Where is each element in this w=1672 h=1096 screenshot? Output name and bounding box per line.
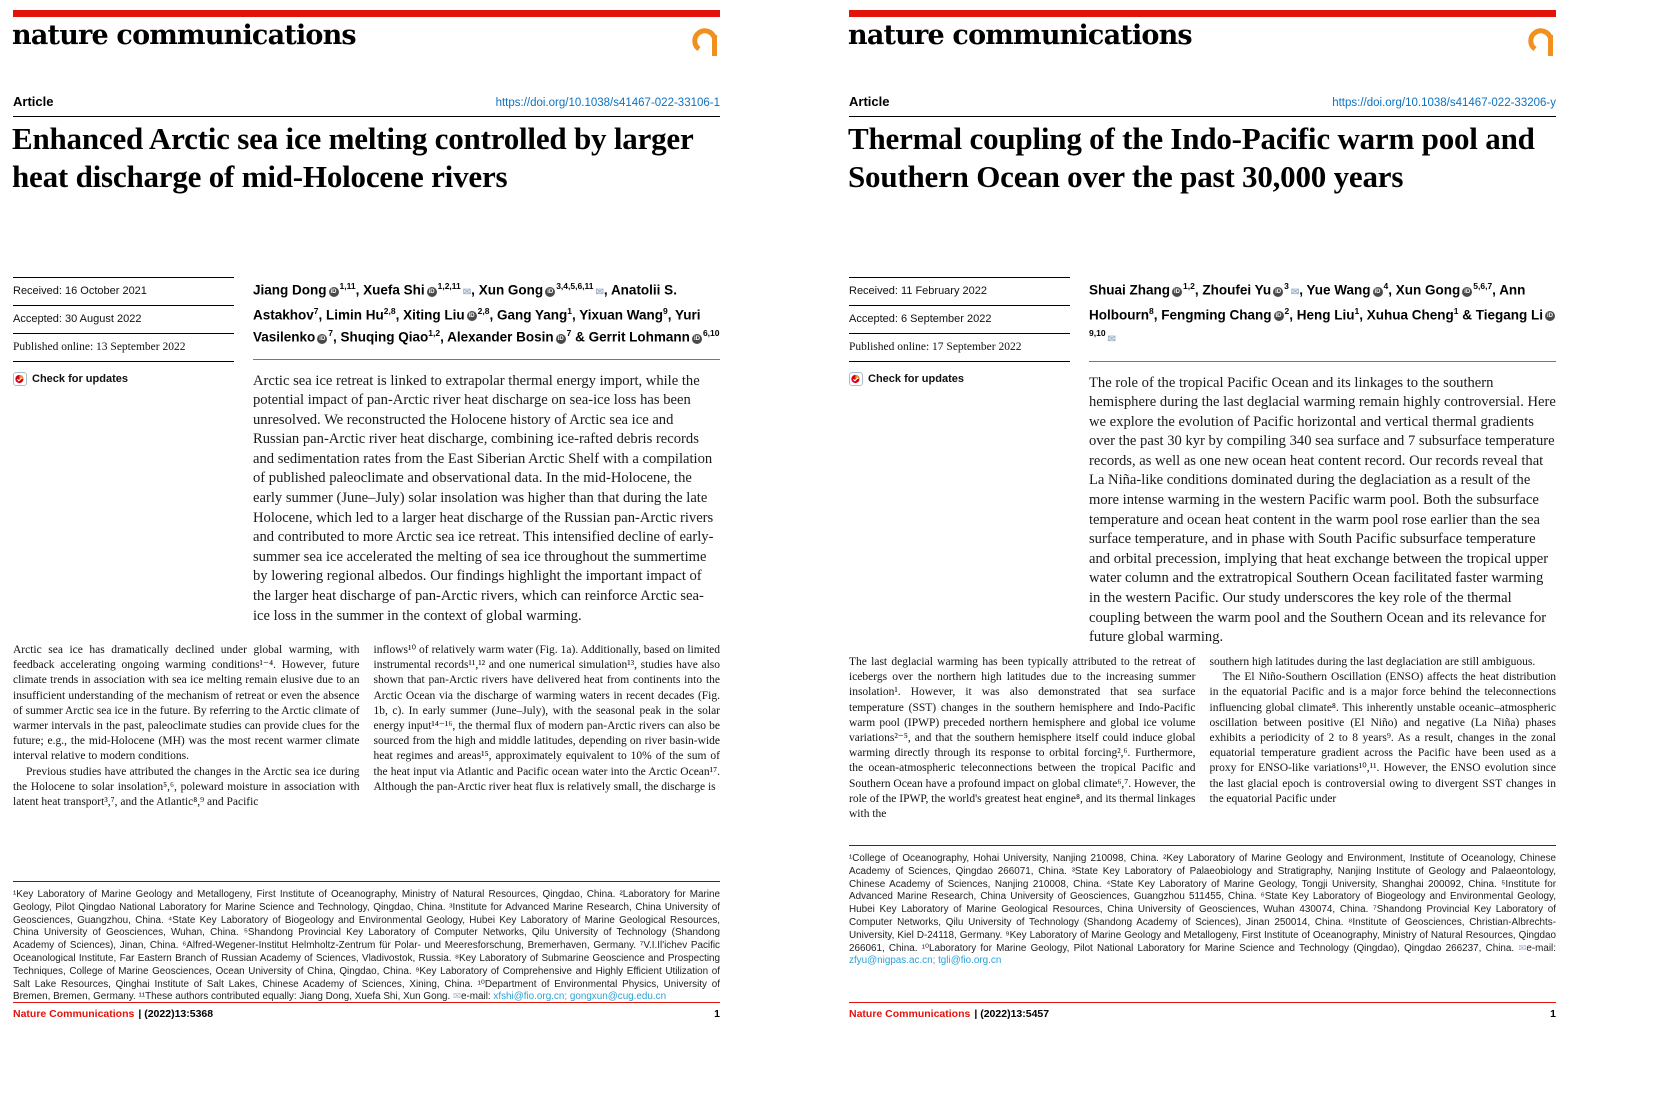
author-name: Xun Gong — [478, 282, 544, 298]
author-affiliation-superscript: 3 — [1284, 281, 1289, 291]
orcid-icon[interactable]: iD — [1547, 313, 1554, 319]
author-list: Jiang Dong iD$^{1,11}$, Xuefa Shi iD$^{1,2,11}$✉, Xun Gong iD$^{3,4,5,6,11}$✉, Anatolii S. Astakhov$^7$, Limin Hu$^{2,8}$, Xiting Liu iD$^{2,8}$, Gang Yang$^1$, Yixuan Wang$^9$, Yuri Vasilenko $iD^7$, Shuqing Qiao$^{1,2}$, Alexander Bosin $iD^7$ & Gerrit Lohmann iD$^{6,10}$ — [253, 281, 720, 345]
orcid-icon[interactable]: iD — [330, 288, 337, 295]
article-header-row — [13, 94, 720, 117]
author-affiliation-superscript: 7 — [313, 305, 319, 316]
author-name: Gerrit Lohmann — [588, 329, 690, 345]
envelope-icon[interactable]: ✉ — [1107, 333, 1116, 345]
author-name: Xuhua Cheng — [1366, 307, 1454, 322]
author-name: Yuri Vasilenko — [253, 307, 701, 345]
author-name: Xun Gong — [1395, 282, 1461, 298]
author-name: Yixuan Wang — [579, 307, 664, 322]
body-paragraph: Previous studies have attributed the changes in the Arctic sea ice during the Holocene to solar insolation⁵,⁶, poleward moisture in association with latent heat transport³,⁷, and the Atlantic⁸,⁹ and Pacific — [13, 765, 360, 809]
author-affiliation-superscript: 5,6,7 — [1473, 281, 1493, 291]
crossmark-icon — [849, 372, 863, 386]
body-column-1 — [849, 655, 1196, 822]
check-for-updates-button[interactable] — [13, 361, 234, 386]
body-paragraph: inflows¹⁰ of relatively warm water (Fig. 1a). Additionally, based on limited instrumental records¹¹,¹² and one numerical simulation¹³, studies have also shown that pan-Arctic rivers have delivered heat from continents into the Arctic Ocean via the discharge of warming waters in recent decades (Fig. 1b, c). In early summer (June–July), with the seasonal peak in the solar energy input¹⁴⁻¹⁶, the thermal flux of modern pan-Arctic rivers can also be sourced from the high and middle latitudes, depending on river basin-wide heat regimes and areas¹⁵, approximately equivalent to 10% of the sum of the heat input via Atlantic and Pacific ocean water into the Arctic Ocean¹⁷. Although the pan-Arctic river heat flux is relatively small, the discharge is — [373, 644, 720, 793]
envelope-icon: ✉ — [1518, 942, 1527, 954]
doi-link[interactable]: https://doi.org/10.1038/s41467-022-33206-y — [1332, 97, 1556, 109]
authors-abstract-block — [253, 277, 720, 626]
corresponding-email-links[interactable]: xfshi@fio.org.cn; gongxun@cug.edu.cn — [493, 991, 667, 1003]
author-name: Fengming Chang — [1161, 307, 1272, 322]
check-for-updates-label: Check for updates — [868, 373, 964, 385]
received-date: Received: 16 October 2021 — [13, 277, 234, 305]
author-name: Limin Hu — [326, 307, 384, 322]
footer-citation: | (2022)13:5457 — [974, 1008, 1050, 1020]
journal-wordmark: nature communications — [848, 20, 1192, 51]
article-title: Enhanced Arctic sea ice melting controlled by larger heat discharge of mid-Holocene rivers — [12, 121, 693, 194]
author-affiliation-superscript: 7 — [328, 328, 334, 338]
orcid-icon[interactable]: iD — [557, 335, 564, 342]
author-affiliation-superscript: 1 — [567, 305, 572, 316]
author-affiliation-superscript: 8 — [1149, 305, 1154, 316]
author-name: Zhoufei Yu — [1202, 282, 1272, 298]
affiliations-text: ¹Key Laboratory of Marine Geology and Metallogeny, First Institute of Oceanography, Ministry of Natural Resources, Qingdao, China. ²Laboratory for Marine Geology, Pilot Qingdao National Laboratory for Marine Science and Technology, Qingdao, China. ³Institute for Advanced Marine Research, China University of Geosciences, Guangzhou, China. ⁴State Key Laboratory of Biogeology and Environmental Geology, Hubei Key Laboratory of Marine Geological Resources, China University of Geosciences, Wuhan, China. ⁵Shandong Provincial Key Laboratory of Computer Networks, Qilu University of Technology (Shandong Academy of Sciences), Jinan, China. ⁶Alfred-Wegener-Institut Helmholtz-Zentrum für Polar- und Meeresforschung, Bremerhaven, Germany. ⁷V.I.Il'ichev Pacific Oceanological Institute, Far Eastern Branch of Russian Academy of Sciences, Vladivostok, Russia. ⁸Key Laboratory of Submarine Geoscience and Prospecting Techniques, College of Marine Geosciences, Ocean University of China, Qingdao, China. ⁹Key Laboratory of Comprehensive and Highly Efficient Utilization of Salt Lake Resources, Qinghai Institute of Salt Lakes, Chinese Academy of Sciences, Xining, China. ¹⁰Department of Environmental Physics, University of Bremen, Bremen, Germany. ¹¹These authors contributed equally: Jiang Dong, Xuefa Shi, Xun Gong. — [13, 889, 720, 1003]
crossmark-icon — [13, 372, 27, 386]
author-name: Ann Holbourn — [1089, 282, 1526, 322]
author-affiliation-superscript: 3,4,5,6,11 — [556, 281, 594, 291]
accepted-date: Accepted: 6 September 2022 — [849, 305, 1070, 333]
author-name: Shuai Zhang — [1089, 282, 1170, 298]
email-label: e-mail: — [461, 991, 491, 1003]
author-affiliation-superscript: 1 — [1354, 305, 1360, 316]
author-affiliation-superscript: 9,10 — [1089, 328, 1106, 338]
article-label: Article — [849, 94, 890, 109]
article-header-row — [849, 94, 1556, 117]
article-title: Thermal coupling of the Indo-Pacific warm pool and Southern Ocean over the past 30,000 years — [848, 121, 1535, 194]
page-number: 1 — [1550, 1008, 1556, 1020]
footer-citation: | (2022)13:5368 — [138, 1008, 214, 1020]
author-name: Alexander Bosin — [447, 329, 554, 345]
body-column-2 — [1210, 655, 1557, 822]
journal-wordmark: nature communications — [12, 20, 356, 51]
check-for-updates-label: Check for updates — [32, 373, 128, 385]
body-columns — [849, 655, 1556, 822]
author-name: Tiegang Li — [1475, 307, 1544, 322]
author-affiliation-superscript: 2,8 — [477, 305, 490, 316]
body-paragraph: southern high latitudes during the last deglaciation are still ambiguous. — [1209, 656, 1536, 668]
orcid-icon[interactable]: iD — [319, 335, 326, 342]
orcid-icon[interactable]: iD — [693, 335, 700, 342]
author-name: Shuqing Qiao — [340, 329, 429, 345]
orcid-icon[interactable]: iD — [468, 313, 475, 319]
affiliations-footnotes — [13, 881, 720, 1004]
orcid-icon[interactable]: iD — [547, 288, 554, 295]
author-affiliation-superscript: 7 — [566, 328, 572, 338]
envelope-icon: ✉ — [453, 991, 462, 1003]
page-footer — [849, 1002, 1556, 1020]
author-name: Jiang Dong — [253, 282, 327, 298]
orcid-icon[interactable]: iD — [1374, 288, 1381, 295]
open-access-icon — [691, 22, 720, 60]
author-affiliation-superscript: 2 — [1284, 305, 1290, 316]
body-paragraph: Arctic sea ice has dramatically declined under global warming, with feedback accelerating ongoing warming conditions¹⁻⁴. However, future climate trends in association with sea ice melting remain elusive due to an insufficient understanding of the mechanism of retreat or even the absence of summer Arctic sea ice in the future. By referring to the Arctic climate of warmer intervals in the past, paleoclimate studies can provide clues for the future; e.g., the mid-Holocene (MH) was the most recent warmer climate interval relative to modern conditions. — [13, 644, 360, 763]
body-column-1 — [13, 643, 360, 810]
page-footer — [13, 1002, 720, 1020]
abstract-text: Arctic sea ice retreat is linked to extrapolar thermal energy import, while the potential impact of pan-Arctic river heat discharge on sea-ice loss has been unresolved. We reconstructed the Holocene history of Arctic sea ice and Russian pan-Arctic river heat discharge, combining ice-rafted debris records and sedimentation rates from the East Siberian Arctic Shelf with a compilation of published paleoclimate and observational data. In the mid-Holocene, the early summer (June–July) solar insolation was higher than that during the late Holocene, which led to a larger heat discharge of the Russian pan-Arctic rivers and contributed to more Arctic sea ice retreat. This intensified decline of early-summer sea ice accelerated the melting of sea ice throughout the summertime by lowering regional albedos. Our findings highlight the important impact of the larger heat discharge of pan-Arctic rivers, which can reinforce Arctic sea-ice loss in the summer in the context of global warming. — [253, 359, 720, 627]
author-affiliation-superscript: 2,8 — [383, 305, 396, 316]
body-paragraph: The El Niño-Southern Oscillation (ENSO) affects the heat distribution in the equatorial Pacific and is a major force behind the teleconnections influencing global climate⁸. This inherently unstable oceanic–atmospheric oscillation between positive (El Niño) and negative (La Niña) phases exhibits a periodicity of 2 to 8 years⁹. As a result, changes in the zonal equatorial temperature gradient across the Pacific have been used as a proxy for ENSO-like variations¹⁰,¹¹. However, the ENSO evolution since the last glacial epoch is controversial owing to divergent SST changes in the equatorial Pacific under — [1209, 671, 1556, 805]
author-affiliation-superscript: 1,2 — [428, 328, 441, 338]
brand-red-bar — [849, 10, 1556, 17]
envelope-icon[interactable]: ✉ — [1290, 286, 1300, 298]
author-list: Shuai Zhang iD$^{1,2}$, Zhoufei Yu $iD^3✉$, Yue Wang $iD^4$, Xun Gong iD$^{5,6,7}$, Ann Holbourn$^8$, Fengming Chang $iD^2$, Heng Liu$^1$, Xuhua Cheng$^1$ & Tiegang Li iD$^{9,10}$✉ — [1089, 281, 1554, 345]
author-affiliation-superscript: 4 — [1383, 281, 1389, 291]
article-label: Article — [13, 94, 54, 109]
brand-red-bar — [13, 10, 720, 17]
doi-link[interactable]: https://doi.org/10.1038/s41467-022-33106-1 — [495, 97, 720, 109]
abstract-text: The role of the tropical Pacific Ocean and its linkages to the southern hemisphere during the last deglacial warming remain highly controversial. Here we explore the evolution of Pacific horizontal and vertical thermal gradients over the past 30 kyr by compiling 340 sea surface and 7 subsurface temperature records, as well as one new ocean heat content record. Our records reveal that La Niña-like conditions dominated during the deglaciation as a result of the more intense warming in the western Pacific warm pool. Both the subsurface temperature and ocean heat content in the warm pool rose earlier than the sea surface temperature, and in phase with South Pacific subsurface temperature and orbital precession, implying that heat exchange between the tropical upper water column and the extratropical Southern Ocean facilitated faster warming in the western Pacific. Our study underscores the key role of the thermal coupling between the warm pool and the Southern Ocean and its relevance for future global warming. — [1089, 361, 1556, 648]
dates-sidebar — [849, 277, 1070, 386]
corresponding-email-links[interactable]: zfyu@nigpas.ac.cn; tgli@fio.org.cn — [849, 955, 1002, 967]
orcid-icon[interactable]: iD — [1464, 288, 1471, 295]
affiliations-footnotes — [849, 845, 1556, 968]
author-name: Xiting Liu — [403, 307, 465, 322]
author-name: Gang Yang — [496, 307, 568, 322]
envelope-icon[interactable]: ✉ — [462, 286, 472, 298]
author-affiliation-superscript: 6,10 — [702, 328, 720, 338]
orcid-icon[interactable]: iD — [1275, 288, 1282, 295]
orcid-icon[interactable]: iD — [428, 288, 435, 295]
author-affiliation-superscript: 9 — [663, 305, 668, 316]
body-paragraph: The last deglacial warming has been typically attributed to the retreat of icebergs over the northern high latitudes due to the increasing summer insolation¹. However, it was also demonstrated that sea surface temperature (SST) changes in the southern hemisphere and Indo-Pacific warm pool (IPWP) preceded northern hemisphere and global ice volume variations²⁻⁵, and that the southern hemisphere itself could induce global warming directly through its response to orbital forcing²,⁶. Furthermore, the ocean-atmospheric teleconnections between the tropical Pacific and Southern Ocean have a profound impact on global climate⁶,⁷. However, the role of the IPWP, the world's greatest heat engine⁸, and its thermal linkages with the — [849, 656, 1196, 821]
check-for-updates-button[interactable] — [849, 361, 1070, 386]
author-affiliation-superscript: 1,11 — [339, 281, 356, 291]
orcid-icon[interactable]: iD — [1174, 288, 1180, 295]
dates-sidebar — [13, 277, 234, 386]
author-affiliation-superscript: 1,2 — [1183, 281, 1195, 291]
authors-abstract-block — [1089, 277, 1556, 648]
author-name: Xuefa Shi — [363, 282, 425, 298]
body-column-2 — [374, 643, 721, 810]
page-number: 1 — [714, 1008, 720, 1020]
published-date: Published online: 17 September 2022 — [849, 333, 1070, 361]
author-affiliation-superscript: 1 — [1453, 305, 1459, 316]
published-date: Published online: 13 September 2022 — [13, 333, 234, 361]
author-name: Anatolii S. Astakhov — [253, 282, 677, 322]
author-affiliation-superscript: 1,2,11 — [437, 281, 461, 291]
envelope-icon[interactable]: ✉ — [595, 286, 604, 298]
affiliations-text: ¹College of Oceanography, Hohai University, Nanjing 210098, China. ²Key Laboratory of Marine Geology and Environment, Institute of Oceanology, Chinese Academy of Sciences, Qingdao 266071, China. ³State Key Laboratory of Palaeobiology and Stratigraphy, Nanjing Institute of Geology and Palaeontology, Chinese Academy of Sciences, Nanjing 210008, China. ⁴State Key Laboratory of Marine Geology, Tongji University, Shanghai 200092, China. ⁵Institute for Advanced Marine Research, China University of Geosciences, Guangzhou 511455, China. ⁶State Key Laboratory of Biogeology and Environmental Geology, Hubei Key Laboratory of Marine Geological Resources, China University of Geosciences, Wuhan 430074, China. ⁷Shandong Provincial Key Laboratory of Computer Networks, Qilu University of Technology (Shandong Academy of Sciences), Jinan 250014, China. ⁸Institute of Geosciences, Christian-Albrechts-University, Kiel D-24118, Germany. ⁹Key Laboratory of Marine Geology and Metallogeny, First Institute of Oceanography, Ministry of Natural Resources, Qingdao 266061, China. ¹⁰Laboratory for Marine Geology, Pilot National Laboratory for Marine Science and Technology (Qingdao), Qingdao 266237, China. — [849, 853, 1556, 954]
open-access-icon — [1527, 22, 1556, 60]
received-date: Received: 11 February 2022 — [849, 277, 1070, 305]
footer-journal-name: Nature Communications — [13, 1008, 135, 1020]
orcid-icon[interactable]: iD — [1275, 313, 1282, 319]
author-name: Yue Wang — [1306, 282, 1371, 298]
author-name: Heng Liu — [1296, 307, 1355, 322]
email-label: e-mail: — [1526, 942, 1556, 954]
paper-page-right — [836, 0, 1672, 1096]
footer-journal-name: Nature Communications — [849, 1008, 971, 1020]
accepted-date: Accepted: 30 August 2022 — [13, 305, 234, 333]
body-columns — [13, 643, 720, 810]
